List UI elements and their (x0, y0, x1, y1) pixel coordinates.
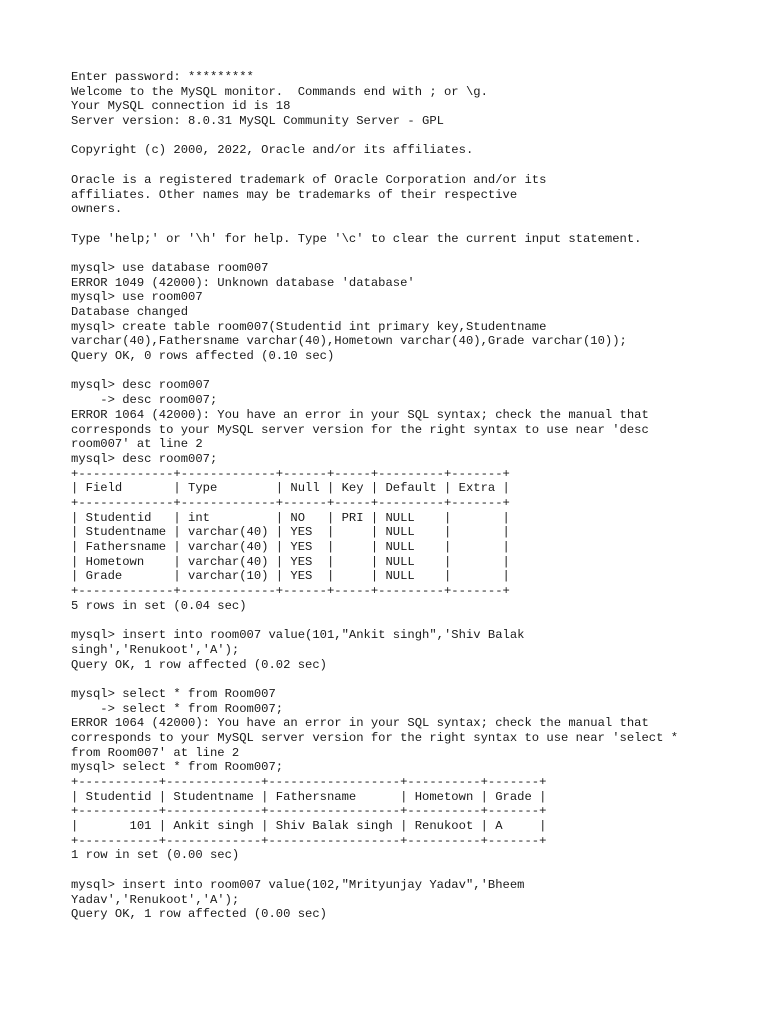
blank-line (71, 158, 678, 173)
table-row-line: | Studentid | int | NO | PRI | NULL | | (71, 510, 510, 525)
blank-line (71, 246, 678, 261)
output-line: Server version: 8.0.31 MySQL Community Server - GPL (71, 114, 444, 129)
blank-line (71, 672, 678, 687)
prompt-line: mysql> create table room007(Studentid int primary key,Studentname (71, 319, 547, 334)
output-line: Database changed (71, 305, 189, 319)
prompt-line: mysql> desc room007; (71, 451, 218, 466)
prompt-line: mysql> insert into room007 value(101,"Ankit singh",'Shiv Balak (71, 628, 525, 643)
output-line: corresponds to your MySQL server version for the right syntax to use near 'select * (71, 730, 679, 745)
error-line: ERROR 1064 (42000): You have an error in your SQL syntax; check the manual that (71, 407, 649, 422)
output-line: from Room007' at line 2 (71, 745, 240, 760)
output-line: singh','Renukoot','A'); (71, 642, 240, 657)
output-line: Yadav','Renukoot','A'); (71, 892, 240, 907)
output-line: Type 'help;' or '\h' for help. Type '\c' to clear the current input statement. (71, 231, 642, 246)
table-row-line: | Field | Type | Null | Key | Default | Extra | (71, 481, 510, 496)
table-border-line: +-----------+-------------+------------------+----------+-------+ (71, 775, 547, 789)
output-line: room007' at line 2 (71, 437, 203, 452)
prompt-line: mysql> use room007 (71, 290, 203, 305)
blank-line (71, 863, 678, 878)
prompt-line: mysql> use database room007 (71, 260, 269, 275)
table-row-line: | Grade | varchar(10) | YES | | NULL | | (71, 569, 510, 584)
continuation-line: -> desc room007; (71, 393, 218, 408)
continuation-line: -> select * from Room007; (71, 701, 284, 716)
blank-line (71, 613, 678, 628)
blank-line (71, 217, 678, 232)
table-border-line: +-------------+-------------+------+-----+---------+-------+ (71, 466, 510, 481)
output-line: Your MySQL connection id is 18 (71, 99, 291, 114)
table-row-line: | Fathersname | varchar(40) | YES | | NULL | | (71, 540, 510, 554)
error-line: ERROR 1064 (42000): You have an error in your SQL syntax; check the manual that (71, 716, 649, 731)
table-row-line: | 101 | Ankit singh | Shiv Balak singh | Renukoot | A | (71, 819, 547, 834)
table-row-line: | Studentid | Studentname | Fathersname | Hometown | Grade | (71, 789, 547, 804)
prompt-line: mysql> select * from Room007 (71, 686, 276, 701)
table-row-line: | Hometown | varchar(40) | YES | | NULL | | (71, 554, 510, 569)
blank-line (71, 364, 678, 379)
error-line: ERROR 1049 (42000): Unknown database 'database' (71, 275, 415, 290)
blank-line (71, 129, 678, 144)
table-border-line: +-----------+-------------+------------------+----------+-------+ (71, 833, 547, 848)
table-border-line: +-----------+-------------+------------------+----------+-------+ (71, 804, 547, 819)
output-line: owners. (71, 202, 123, 217)
output-line: Enter password: ********* (71, 70, 254, 84)
prompt-line: mysql> desc room007 (71, 378, 210, 393)
output-line: Query OK, 1 row affected (0.02 sec) (71, 657, 327, 672)
table-row-line: | Studentname | varchar(40) | YES | | NULL | | (71, 525, 510, 540)
output-line: 1 row in set (0.00 sec) (71, 848, 240, 863)
table-border-line: +-------------+-------------+------+-----+---------+-------+ (71, 584, 510, 599)
output-line: Query OK, 1 row affected (0.00 sec) (71, 907, 327, 922)
prompt-line: mysql> insert into room007 value(102,"Mrityunjay Yadav",'Bheem (71, 877, 525, 892)
output-line: Copyright (c) 2000, 2022, Oracle and/or its affiliates. (71, 143, 474, 158)
terminal-transcript (71, 70, 678, 922)
output-line: Oracle is a registered trademark of Oracle Corporation and/or its (71, 172, 547, 187)
output-line: Query OK, 0 rows affected (0.10 sec) (71, 349, 335, 364)
output-line: varchar(40),Fathersname varchar(40),Hometown varchar(40),Grade varchar(10)); (71, 334, 627, 349)
output-line: corresponds to your MySQL server version for the right syntax to use near 'desc (71, 422, 649, 437)
output-line: 5 rows in set (0.04 sec) (71, 598, 247, 613)
table-border-line: +-------------+-------------+------+-----+---------+-------+ (71, 495, 510, 510)
output-line: Welcome to the MySQL monitor. Commands end with ; or \g. (71, 84, 488, 99)
prompt-line: mysql> select * from Room007; (71, 760, 284, 775)
output-line: affiliates. Other names may be trademarks of their respective (71, 187, 518, 202)
